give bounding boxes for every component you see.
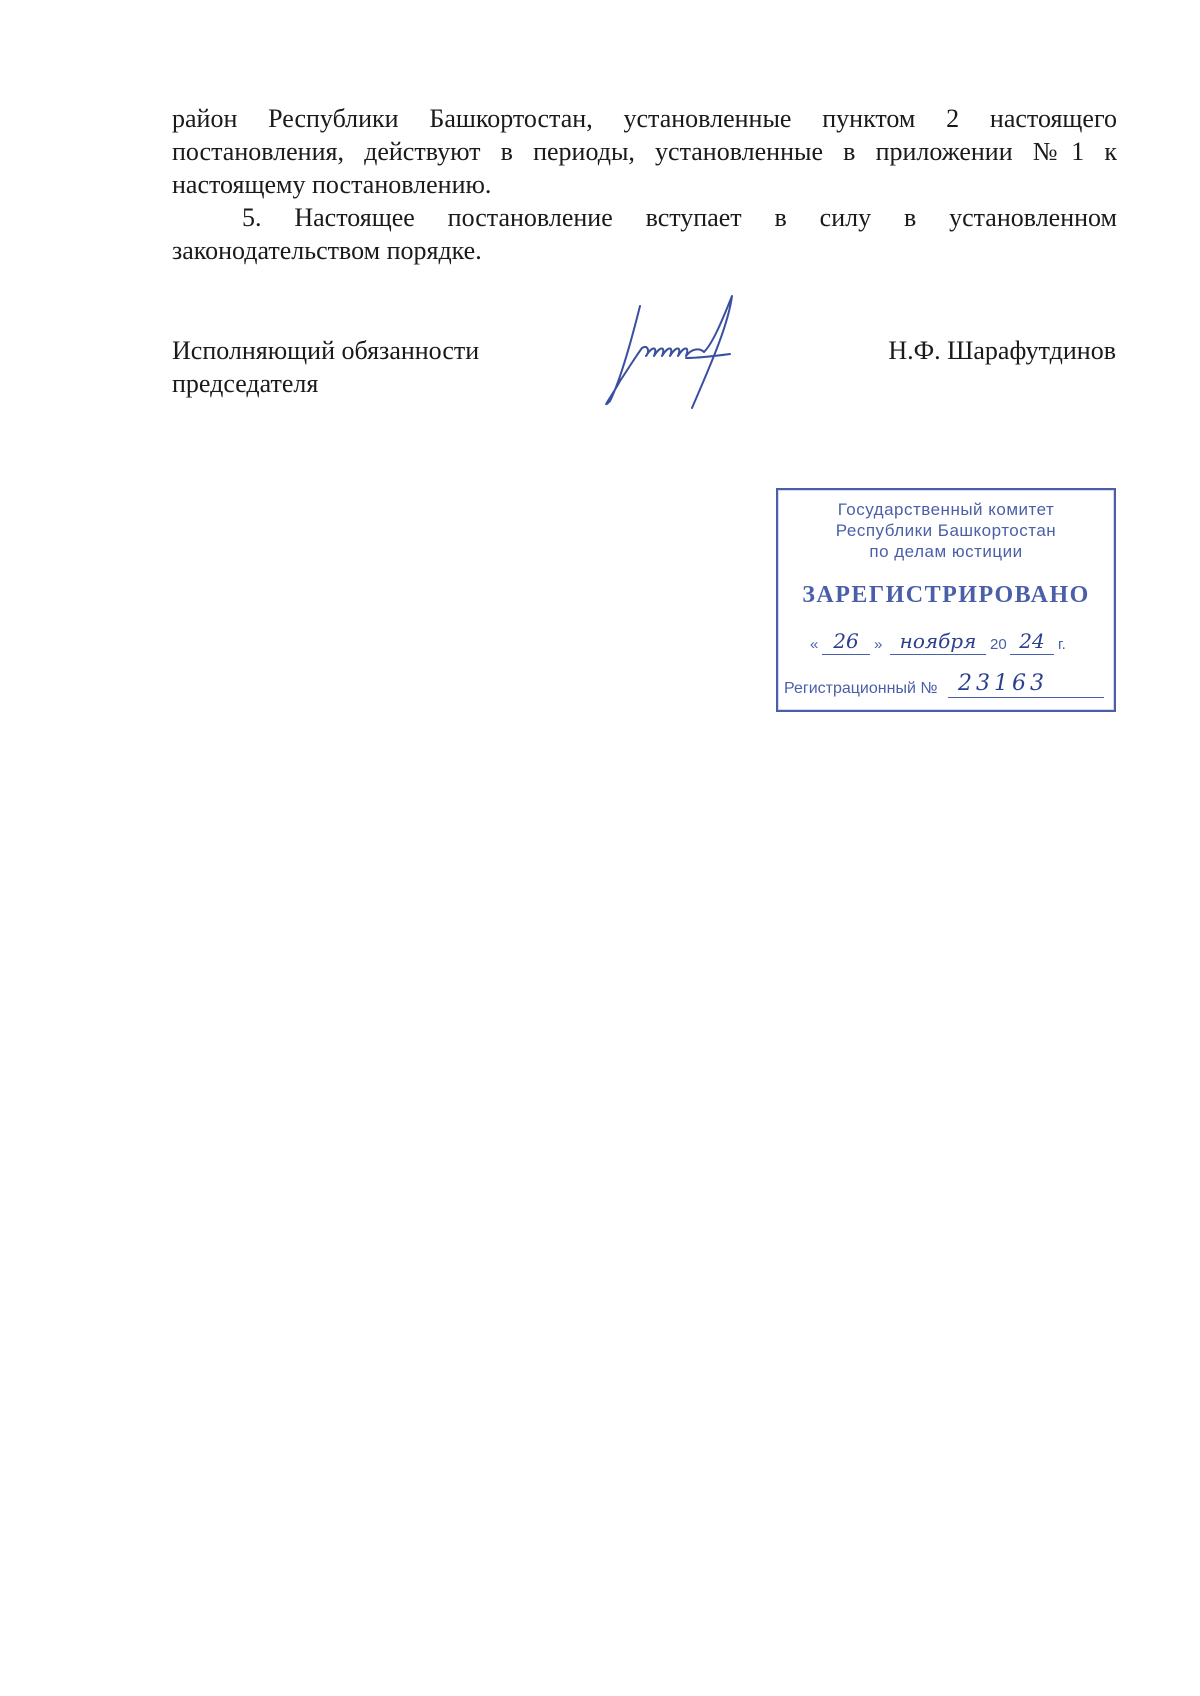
signer-title-line1: Исполняющий обязанности	[172, 336, 480, 365]
stamp-org-line1: Государственный комитет	[837, 500, 1055, 519]
stamp-org-line3: по делам юстиции	[869, 542, 1023, 561]
stamp-close-quote: »	[874, 636, 883, 653]
stamp-reg-label: Регистрационный №	[784, 680, 938, 697]
registration-stamp	[776, 488, 1116, 712]
stamp-org-line2: Республики Башкортостан	[835, 521, 1057, 540]
signer-name: Н.Ф. Шарафутдинов	[888, 336, 1116, 365]
stamp-reg-number: 23163	[948, 672, 1104, 698]
stamp-open-quote: «	[810, 636, 819, 653]
signer-title	[172, 334, 572, 400]
stamp-year-prefix: 20	[990, 636, 1007, 653]
stamp-year-suffix: 24	[1010, 630, 1054, 655]
body-paragraph-5: 5. Настоящее постановление вступает в силу в установленном законодательством порядке.	[172, 203, 1117, 265]
handwritten-signature	[600, 286, 760, 416]
stamp-day: 26	[822, 630, 870, 655]
signer-title-line2: председателя	[172, 369, 319, 398]
body-paragraph-continuation: район Республики Башкортостан, установленные пунктом 2 настоящего постановления, действуют в периоды, установленные в приложении №1 к настоящему постановлению.	[172, 104, 1117, 199]
stamp-year-unit: г.	[1058, 636, 1066, 653]
stamp-date	[810, 630, 1100, 656]
stamp-status: ЗАРЕГИСТРИРОВАНО	[802, 582, 1090, 608]
stamp-month: ноября	[890, 630, 986, 655]
